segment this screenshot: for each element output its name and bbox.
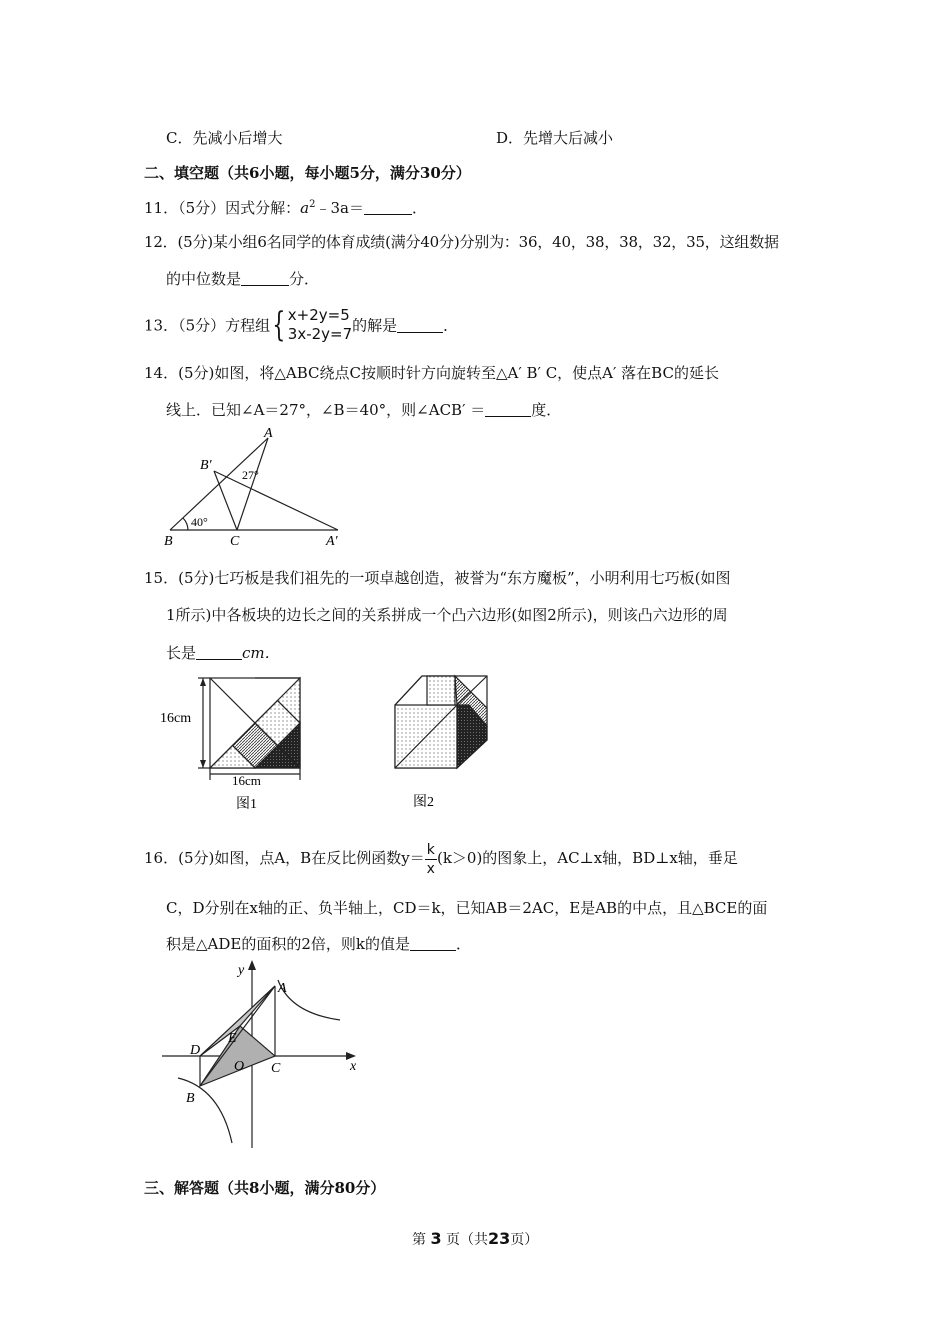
question-16-line3 — [166, 933, 471, 954]
label-b: B — [164, 534, 173, 549]
question-12-line2 — [166, 268, 319, 289]
q16-text-b: (k＞0)的图象上，AC⊥x轴，BD⊥x轴，垂足 — [436, 849, 738, 867]
footer-page-number: 3 — [430, 1229, 442, 1248]
label-e: E — [228, 1031, 237, 1046]
fig1-side-label: 16cm — [160, 711, 192, 726]
y-axis-arrow — [248, 960, 256, 970]
q16-answer-blank[interactable] — [410, 936, 456, 951]
label-x: x — [350, 1059, 357, 1074]
q13-answer-blank[interactable] — [397, 318, 443, 333]
section-title-fill-in: 二、填空题（共6小题，每小题5分，满分30分） — [144, 164, 471, 182]
arrow-up — [200, 678, 206, 686]
q15-text: 长是 — [166, 644, 197, 662]
q15-figure-2-hexagon — [385, 668, 495, 816]
option-c: C．先减小后增大 — [166, 129, 283, 147]
q16-text-c: 积是△ADE的面积的2倍，则k的值是 — [166, 935, 410, 953]
q16-coordinate-figure — [160, 958, 370, 1153]
q13-brace: { — [272, 305, 286, 345]
label-angle-40: 40° — [191, 515, 208, 529]
label-o: O — [234, 1059, 245, 1074]
q13-eq1: x+2y=5 — [287, 306, 350, 324]
fig1-bottom-label: 16cm — [232, 773, 261, 788]
q12-end: 分． — [289, 270, 320, 288]
question-15-line1: 15．(5分)七巧板是我们祖先的一项卓越创造，被誉为“东方魔板”，小明利用七巧板(如图 — [144, 569, 731, 587]
question-12-line1: 12．(5分)某小组6名同学的体育成绩(满分40分)分别为：36，40，38，38，32，35，这组数据 — [144, 233, 779, 251]
q11-var-a: a — [300, 199, 310, 217]
label-b-prime: B′ — [200, 458, 212, 473]
question-14-line1: 14．(5分)如图，将△ABC绕点C按顺时针方向旋转至△A′ B′ C，使点A′ 落在BC的延长 — [144, 364, 719, 382]
question-15-line2: 1所示)中各板块的边长之间的关系拼成一个凸六边形(如图2所示)，则该凸六边形的周 — [166, 606, 728, 624]
label-c: C — [271, 1061, 281, 1076]
q14-triangle-figure — [160, 425, 350, 550]
q16-end: ． — [455, 935, 471, 953]
fig2-caption: 图2 — [413, 795, 434, 810]
label-c: C — [230, 534, 240, 549]
q13-equation-system — [288, 306, 352, 344]
question-14-line2 — [166, 399, 561, 420]
question-16-line1 — [144, 836, 738, 880]
label-d: D — [190, 1043, 201, 1058]
footer-prefix: 第 — [412, 1232, 426, 1248]
q13-tail: 的解是 — [352, 316, 398, 335]
label-angle-27: 27° — [242, 468, 259, 482]
question-13 — [144, 305, 458, 345]
label-b: B — [186, 1091, 195, 1106]
label-a: A — [264, 426, 273, 441]
q12-text: 的中位数是 — [166, 270, 242, 288]
label-y: y — [238, 963, 245, 978]
q15-figure-1-tangram — [158, 668, 318, 816]
hyperbola-branch-first-quadrant — [278, 980, 340, 1020]
q15-answer-blank[interactable] — [196, 645, 242, 660]
q12-answer-blank[interactable] — [241, 271, 289, 286]
q16-fraction — [425, 841, 437, 878]
hyperbola-branch-third-quadrant — [178, 1078, 232, 1143]
q16-frac-num: k — [425, 841, 437, 860]
q14-end: 度． — [531, 401, 562, 419]
page-footer — [412, 1229, 538, 1249]
line-b-prime-a-prime — [214, 471, 338, 530]
q11-expression: ﹣3a＝ — [315, 199, 364, 217]
option-d: D．先增大后减小 — [496, 129, 614, 147]
label-a-prime: A′ — [326, 534, 338, 549]
q13-end: ． — [443, 316, 459, 335]
question-11 — [144, 197, 427, 218]
q15-end: cm． — [242, 644, 280, 662]
footer-total-pages: 23 — [488, 1229, 511, 1248]
question-15-line3 — [166, 642, 280, 663]
q14-answer-blank[interactable] — [485, 402, 531, 417]
arrow-down — [200, 760, 206, 768]
q11-prefix: 11．（5分）因式分解： — [144, 199, 301, 217]
q16-frac-den: x — [426, 860, 435, 877]
question-16-line2: C，D分别在x轴的正、负半轴上，CD＝k，已知AB＝2AC，E是AB的中点，且△BCE的面 — [166, 899, 768, 917]
angle-b-arc — [183, 518, 188, 530]
q14-text: 线上．已知∠A＝27°，∠B＝40°，则∠ACB′ ＝ — [166, 401, 486, 419]
footer-mid: 页（共 — [446, 1232, 489, 1248]
q16-text-a: 16．(5分)如图，点A，B在反比例函数y＝ — [144, 849, 425, 867]
q11-answer-blank[interactable] — [364, 200, 412, 215]
q13-eq2: 3x-2y=7 — [287, 325, 353, 343]
q11-end: ． — [411, 199, 427, 217]
label-a: A — [278, 981, 287, 996]
q11-exponent: 2 — [309, 199, 316, 210]
hexagon-top-piece — [427, 676, 455, 705]
fig1-caption: 图1 — [236, 797, 257, 812]
section-title-solutions: 三、解答题（共8小题，满分80分） — [144, 1179, 386, 1197]
footer-suffix: 页） — [510, 1232, 539, 1248]
q13-prefix: 13．（5分）方程组 — [144, 316, 271, 335]
